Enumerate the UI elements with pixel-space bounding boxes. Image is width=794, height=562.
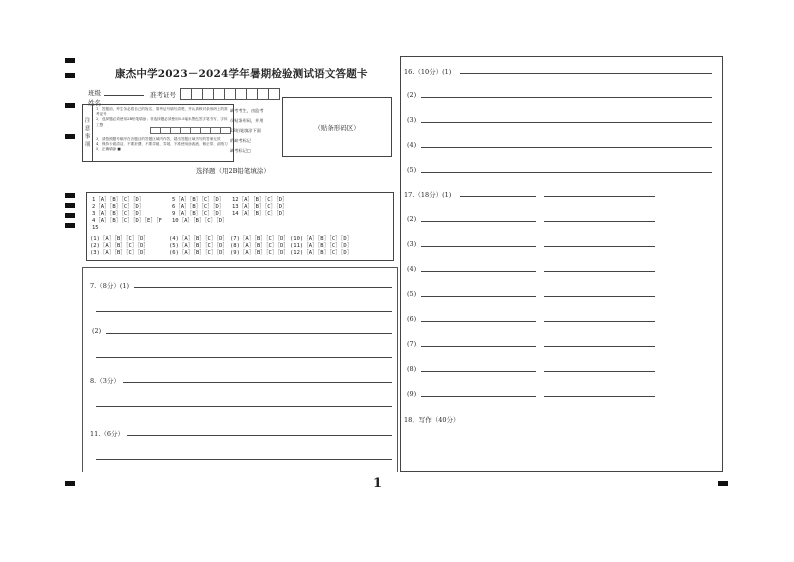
q7-label: 7.（8分）(1) (90, 282, 130, 290)
q17-6-line-a[interactable] (421, 321, 536, 322)
choice-5[interactable]: 5［A］［B］［C］［D］ (172, 197, 225, 203)
q16-3-label: (3) (407, 116, 417, 124)
registration-mark-left-7 (65, 213, 75, 218)
q11-answer-line-1[interactable] (127, 435, 392, 436)
q17-2-line-a[interactable] (421, 221, 536, 222)
q17-6-line-b[interactable] (544, 321, 655, 322)
q17-5-label: (5) (407, 290, 417, 298)
q11-label: 11.（6分） (90, 430, 124, 438)
q16-4-label: (4) (407, 141, 417, 149)
q17-4-line-b[interactable] (544, 271, 655, 272)
notice-vertical-label: 注意事项 (83, 105, 93, 161)
page-title: 康杰中学2023－2024学年暑期检验测试语文答题卡 (115, 68, 368, 80)
q17-label: 17.（18分）(1) (404, 191, 452, 199)
q17-9-label: (9) (407, 390, 417, 398)
q18-label: 18．写作（40分） (404, 416, 460, 424)
q16-line-2[interactable] (421, 97, 712, 98)
choice-15-5[interactable]: (5)［A］［B］［C］［D］ (169, 243, 228, 249)
choice-6[interactable]: 6［A］［B］［C］［D］ (172, 204, 225, 210)
page-number: 1 (373, 476, 383, 491)
choice-12[interactable]: 12［A］［B］［C］［D］ (232, 197, 288, 203)
q17-5-line-a[interactable] (421, 296, 536, 297)
q7-2-answer-line-2[interactable] (96, 357, 392, 358)
choice-13[interactable]: 13［A］［B］［C］［D］ (232, 204, 288, 210)
right-answer-panel (400, 56, 723, 472)
q8-answer-line-2[interactable] (96, 406, 392, 407)
barcode-area: （贴条形码区） (282, 97, 392, 157)
choice-14[interactable]: 14［A］［B］［C］［D］ (232, 211, 288, 217)
q16-line-5[interactable] (421, 172, 712, 173)
choice-10[interactable]: 10［A］［B］［C］［D］ (172, 218, 228, 224)
choice-15-12[interactable]: (12)［A］［B］［C］［D］ (290, 250, 353, 256)
q8-label: 8.（3分） (90, 377, 120, 385)
q16-line-3[interactable] (421, 122, 712, 123)
q17-8-line-b[interactable] (544, 371, 655, 372)
q17-9-line-b[interactable] (544, 396, 655, 397)
q7-2-label: (2) (92, 327, 102, 335)
exam-number-label: 准考证号 (150, 91, 176, 99)
choice-15-9[interactable]: (9)［A］［B］［C］［D］ (230, 250, 289, 256)
q17-3-line-a[interactable] (421, 246, 536, 247)
q16-line-1[interactable] (460, 73, 712, 74)
q17-8-label: (8) (407, 365, 417, 373)
q17-4-label: (4) (407, 265, 417, 273)
q17-6-label: (6) (407, 315, 417, 323)
q17-4-line-a[interactable] (421, 271, 536, 272)
q17-1-line-a[interactable] (460, 196, 536, 197)
q8-answer-line-1[interactable] (123, 382, 392, 383)
q17-2-label: (2) (407, 215, 417, 223)
choice-15-11[interactable]: (11)［A］［B］［C］［D］ (290, 243, 353, 249)
registration-mark-bottom-left (65, 481, 75, 486)
q17-7-label: (7) (407, 340, 417, 348)
choice-15-6[interactable]: (6)［A］［B］［C］［D］ (169, 250, 228, 256)
choice-9[interactable]: 9［A］［B］［C］［D］ (172, 211, 225, 217)
absent-checkbox[interactable]: 缺考标记□ (230, 148, 251, 153)
choice-15-7[interactable]: (7)［A］［B］［C］［D］ (230, 236, 289, 242)
q11-answer-line-2[interactable] (96, 459, 392, 460)
choice-2[interactable]: 2［A］［B］［C］［D］ (92, 204, 145, 210)
choice-15-1[interactable]: (1)［A］［B］［C］［D］ (90, 236, 149, 242)
class-field[interactable] (104, 95, 144, 96)
registration-mark-left-3 (65, 103, 75, 108)
q7-answer-line-1[interactable] (134, 287, 392, 288)
choice-15-label: 15 (92, 225, 99, 231)
q17-9-line-a[interactable] (421, 396, 536, 397)
registration-mark-left-8 (65, 223, 75, 228)
q16-5-label: (5) (407, 166, 417, 174)
q17-2-line-b[interactable] (544, 221, 655, 222)
choice-15-3[interactable]: (3)［A］［B］［C］［D］ (90, 250, 149, 256)
registration-mark-left-4 (65, 134, 75, 139)
class-label: 班级 (88, 89, 101, 97)
choice-3[interactable]: 3［A］［B］［C］［D］ (92, 211, 145, 217)
q17-3-line-b[interactable] (544, 246, 655, 247)
registration-mark-left-top (65, 58, 75, 63)
choice-4[interactable]: 4［A］［B］［C］［D］［E］［F (92, 218, 162, 224)
q17-5-line-b[interactable] (544, 296, 655, 297)
q17-3-label: (3) (407, 240, 417, 248)
choice-15-4[interactable]: (4)［A］［B］［C］［D］ (169, 236, 228, 242)
choice-15-8[interactable]: (8)［A］［B］［C］［D］ (230, 243, 289, 249)
registration-mark-left-6 (65, 203, 75, 208)
registration-mark-left-5 (65, 193, 75, 198)
q17-1-line-b[interactable] (544, 196, 655, 197)
absent-note: 缺考考生，由监考 员贴条形码，并用 2B铅笔填涂下面 的缺考标记 缺考标记□ (230, 106, 280, 156)
left-answer-box (82, 267, 398, 472)
registration-mark-bottom-right (718, 481, 728, 486)
choice-15-2[interactable]: (2)［A］［B］［C］［D］ (90, 243, 149, 249)
q17-7-line-a[interactable] (421, 346, 536, 347)
choice-15-10[interactable]: (10)［A］［B］［C］［D］ (290, 236, 353, 242)
choice-1[interactable]: 1［A］［B］［C］［D］ (92, 197, 145, 203)
q7-answer-line-2[interactable] (96, 311, 392, 312)
registration-mark-left-2 (65, 73, 75, 78)
mc-title: 选择题（用2B铅笔填涂） (196, 167, 270, 175)
exam-number-cells (150, 127, 230, 134)
q17-7-line-b[interactable] (544, 346, 655, 347)
exam-number-boxes[interactable] (180, 88, 279, 100)
q17-8-line-a[interactable] (421, 371, 536, 372)
q7-2-answer-line-1[interactable] (106, 333, 392, 334)
notice-text: 1．答题前，考生务必将自己的姓名、准考证号填写清楚，并认真核对条形码上的准考证号 2．选择题必须使用2B铅笔填涂；非选择题必须使用0.5毫米黑色签字笔书写，字体工整 3．请按照题号顺序在各题目的答题区域内作答，超出答题区域书写的答案无效 4．保持卡面清洁，不要折叠、不要弄破、弄皱，不准使用涂改液、修正带、刮纸刀 5．正确填涂 ■ (96, 107, 228, 152)
name-label: 姓名 (88, 99, 101, 107)
q16-label: 16.（10分）(1) (404, 68, 452, 76)
q16-2-label: (2) (407, 91, 417, 99)
q16-line-4[interactable] (421, 147, 712, 148)
